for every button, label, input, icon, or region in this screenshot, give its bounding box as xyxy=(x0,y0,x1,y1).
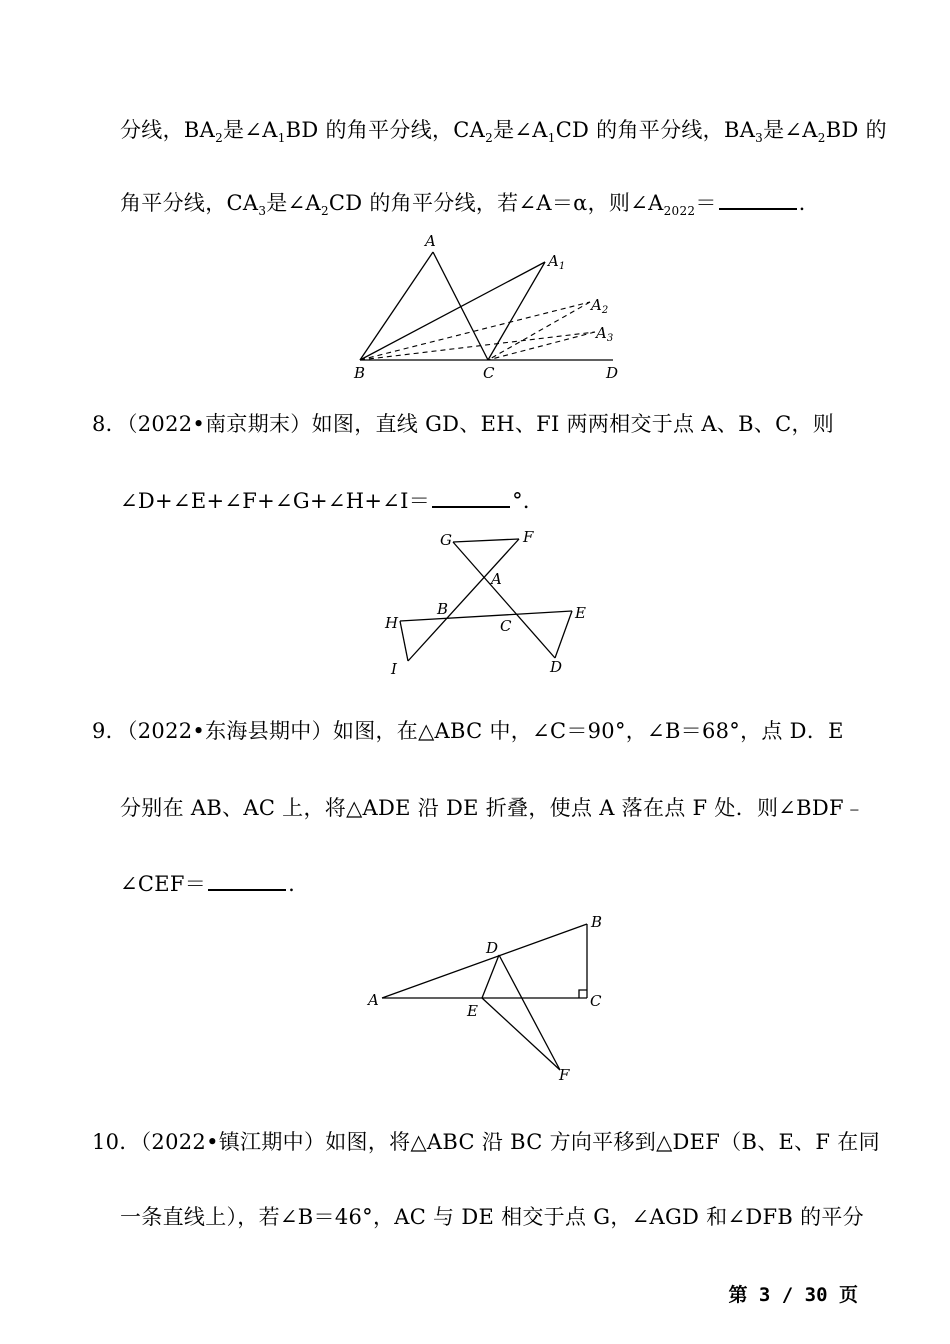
label-A: A xyxy=(425,232,436,250)
q7-figure xyxy=(345,230,635,385)
label-B: B xyxy=(591,913,603,931)
label-C: C xyxy=(483,364,495,382)
label-A: A xyxy=(491,570,502,588)
q7-text-line-2: 角平分线，$CA_3$是$\angle A_2CD$ 的角平分线，若∠A＝α，则$\angle A_{2022}=$ . xyxy=(120,191,806,219)
label-H: H xyxy=(385,614,399,632)
label-A1: $A_1$ xyxy=(548,252,566,272)
label-C: C xyxy=(500,617,512,635)
label-E: E xyxy=(575,604,586,622)
label-B: B xyxy=(437,600,449,618)
label-C: C xyxy=(590,992,602,1010)
q9-figure xyxy=(360,910,620,1085)
page-number: 第 3 / 30 页 xyxy=(728,1284,858,1306)
q10-text-line-2: 一条直线上），若∠B＝46°，AC 与 DE 相交于点 G，∠AGD 和∠DFB 的平分 xyxy=(120,1205,864,1229)
q8-figure xyxy=(375,528,595,683)
label-I: I xyxy=(391,660,397,678)
q9-text-line-3: ∠CEF＝ . xyxy=(120,872,296,896)
q10-text-line-1: 10．（2022•镇江期中）如图，将△ABC 沿 BC 方向平移到△DEF（B、E、F 在同 xyxy=(92,1130,880,1154)
label-D: D xyxy=(486,939,499,957)
label-D: D xyxy=(606,364,619,382)
label-A3: $A_3$ xyxy=(596,324,614,344)
q9-text-line-2: 分别在 AB、AC 上，将△ADE 沿 DE 折叠，使点 A 落在点 F 处．则∠BDF﹣ xyxy=(120,796,866,820)
label-F: F xyxy=(523,528,534,546)
label-A2: $A_2$ xyxy=(591,296,609,316)
answer-blank[interactable] xyxy=(432,488,510,508)
q9-text-line-1: 9．（2022•东海县期中）如图，在△ABC 中，∠C＝90°，∠B＝68°，点 D．E xyxy=(92,719,844,743)
label-G: G xyxy=(440,531,452,549)
label-A: A xyxy=(368,991,379,1009)
answer-blank[interactable] xyxy=(719,190,797,210)
answer-blank[interactable] xyxy=(208,871,286,891)
q8-text-line-1: 8．（2022•南京期末）如图，直线 GD、EH、FI 两两相交于点 A、B、C，则 xyxy=(92,412,835,436)
label-F: F xyxy=(559,1066,570,1084)
label-E: E xyxy=(467,1002,478,1020)
label-B: B xyxy=(354,364,366,382)
q7-text-line-1: 分线，$BA_2$是$\angle A_1BD$ 的角平分线，$CA_2$是$\angle A_1CD$ 的角平分线，$BA_3$是$\angle A_2BD$ 的 xyxy=(120,118,887,146)
q8-text-line-2: ∠D+∠E+∠F+∠G+∠H+∠I＝ °． xyxy=(120,489,545,513)
label-D: D xyxy=(550,658,563,676)
